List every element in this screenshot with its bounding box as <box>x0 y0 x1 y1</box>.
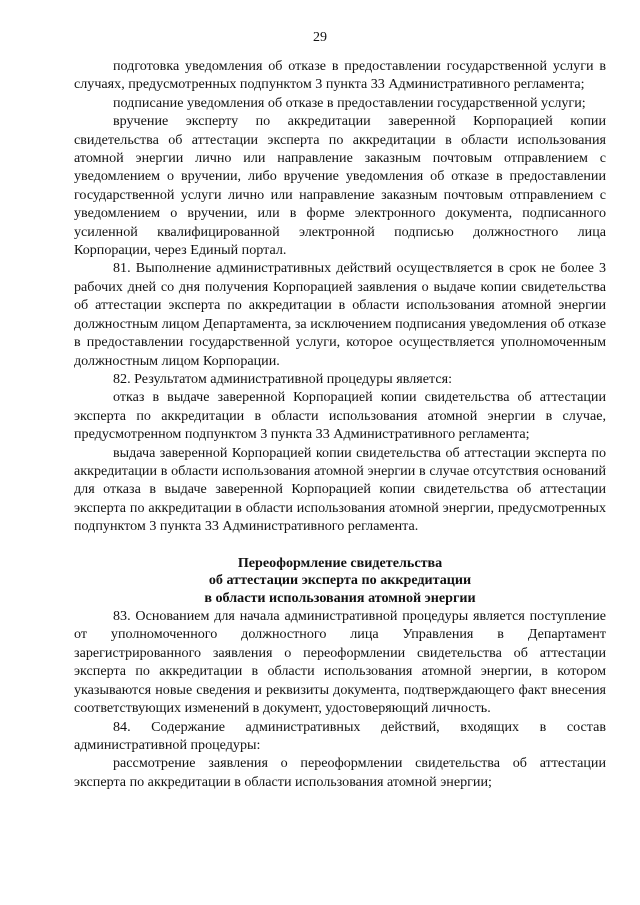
section-heading-line: Переоформление свидетельства <box>237 554 443 571</box>
paragraph: отказ в выдаче заверенной Корпорацией копии свидетельства об аттестации эксперта по аккредитации в области использования атомной энергии в случае, предусмотренном подпунктом 3 пункта 33 Административного регламента; <box>74 389 606 443</box>
paragraph: выдача заверенной Корпорацией копии свидетельства об аттестации эксперта по аккредитации в области использования атомной энергии в случае отсутствия оснований для отказа в выдаче заверенной Корпорацией копии свидетельства об аттестации эксперта по аккредитации в области использования атомной энергии, предусмотренных подпунктом 3 пункта 33 Административного регламента. <box>74 444 606 535</box>
paragraph-item-81: 81. Выполнение административных действий осуществляется в срок не более 3 рабочих дней со дня получения Корпорацией заявления о выдаче копии свидетельства об аттестации эксперта по аккредитации в области использования атомной энергии должностным лицом Департамента, за исключением подписания уведомления об отказе в предоставлении государственной услуги, которое осуществляется уполномоченным должностным лицом Корпорации. <box>74 260 606 369</box>
paragraph-item-82: 82. Результатом административной процедуры является: <box>113 370 452 387</box>
section-heading <box>74 555 606 608</box>
paragraph: вручение эксперту по аккредитации заверенной Корпорацией копии свидетельства об аттестации эксперта по аккредитации в области использования атомной энергии лично или направление заказным почтовым отправлением с уведомлением о вручении, либо вручение уведомления об отказе в предоставлении государственной услуги лично или направление заказным почтовым отправлением с уведомлением о вручении, или в форме электронного документа, подписанного усиленной квалифицированной электронной подписью должностного лица Корпорации, через Единый портал. <box>74 113 606 259</box>
section-gap <box>74 536 606 545</box>
page-number: 29 <box>313 30 327 45</box>
paragraph: подписание уведомления об отказе в предоставлении государственной услуги; <box>113 94 586 111</box>
paragraph-item-84: 84. Содержание административных действий, входящих в состав административной процедуры: <box>74 718 606 753</box>
section-heading-line: об аттестации эксперта по аккредитации <box>208 572 472 589</box>
document-body <box>74 57 606 791</box>
paragraph: подготовка уведомления об отказе в предоставлении государственной услуги в случаях, предусмотренных подпунктом 3 пункта 33 Административного регламента; <box>74 58 606 93</box>
section-heading-line: в области использования атомной энергии <box>204 589 476 606</box>
paragraph-item-83: 83. Основанием для начала административной процедуры является поступление от уполномоченного должностного лица Управления в Департамент зарегистрированного заявления о переоформлении свидетельства об аттестации эксперта по аккредитации в области использования атомной энергии, в котором указываются новые сведения и реквизиты документа, подтверждающего факт внесения соответствующих изменений в документ, удостоверяющий личность. <box>74 608 606 717</box>
paragraph: рассмотрение заявления о переоформлении свидетельства об аттестации эксперта по аккредитации в области использования атомной энергии; <box>74 755 606 790</box>
